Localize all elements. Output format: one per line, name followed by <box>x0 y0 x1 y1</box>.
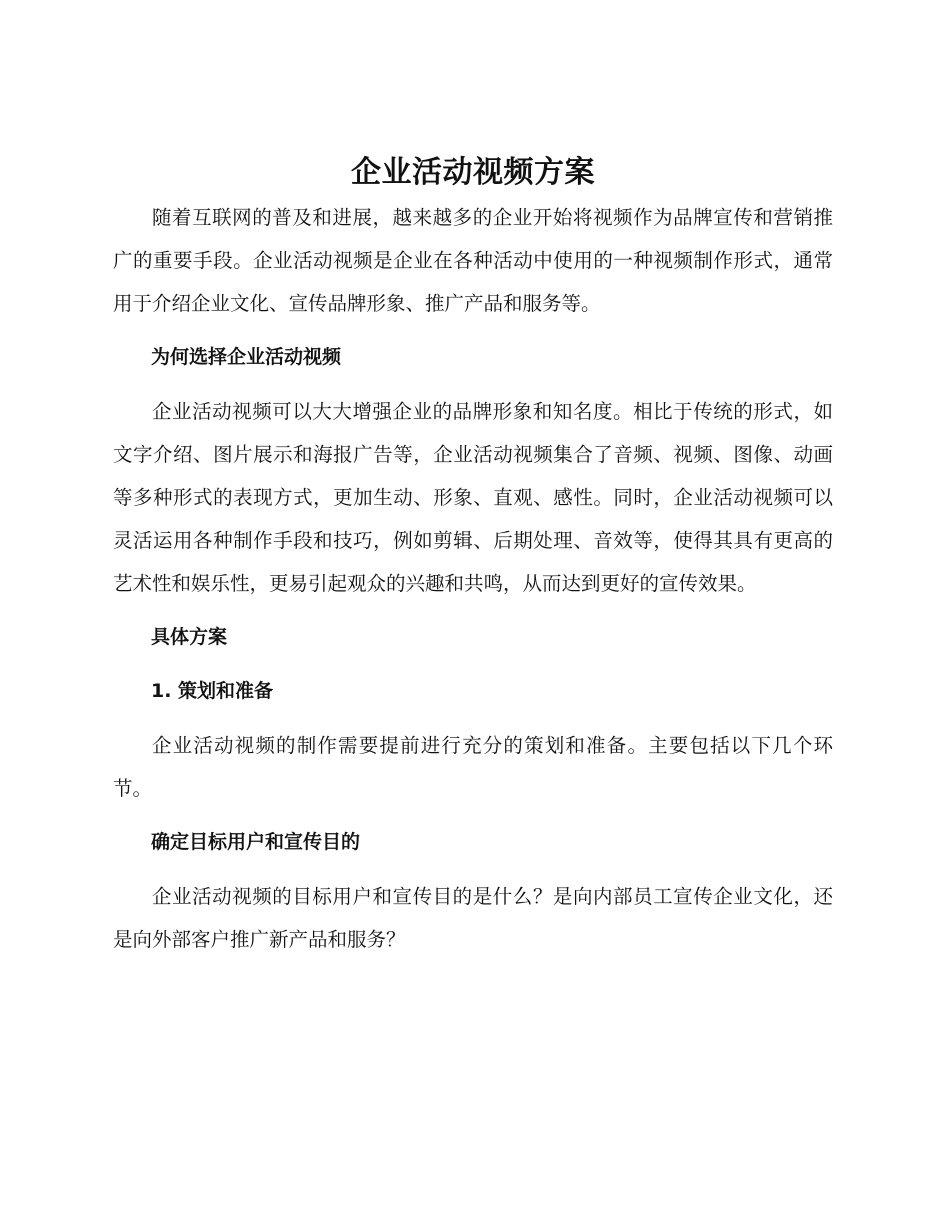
document-page <box>113 150 833 961</box>
target-paragraph: 企业活动视频的目标用户和宣传目的是什么？是向内部员工宣传企业文化，还是向外部客户推广新产品和服务？ <box>113 885 833 951</box>
spacer <box>113 810 833 821</box>
step1-heading: 1. 策划和准备 <box>151 680 274 702</box>
why-heading: 为何选择企业活动视频 <box>151 346 342 368</box>
spacer <box>113 659 833 670</box>
spacer <box>113 379 833 390</box>
spacer <box>113 713 833 724</box>
spacer <box>113 605 833 616</box>
spacer <box>113 864 833 875</box>
intro-paragraph: 随着互联网的普及和进展，越来越多的企业开始将视频作为品牌宣传和营销推广的重要手段。企业活动视频是企业在各种活动中使用的一种视频制作形式，通常用于介绍企业文化、宣传品牌形象、推广产品和服务等。 <box>113 206 833 315</box>
why-paragraph: 企业活动视频可以大大增强企业的品牌形象和知名度。相比于传统的形式，如文字介绍、图片展示和海报广告等，企业活动视频集合了音频、视频、图像、动画等多种形式的表现方式，更加生动、形象、直观、感性。同时，企业活动视频可以灵活运用各种制作手段和技巧，例如剪辑、后期处理、音效等，使得其具有更高的艺术性和娱乐性，更易引起观众的兴趣和共鸣，从而达到更好的宣传效果。 <box>113 400 833 595</box>
plan-heading: 具体方案 <box>151 626 228 648</box>
target-heading: 确定目标用户和宣传目的 <box>151 831 361 853</box>
document-title: 企业活动视频方案 <box>351 155 595 190</box>
step1-paragraph: 企业活动视频的制作需要提前进行充分的策划和准备。主要包括以下几个环节。 <box>113 734 833 800</box>
spacer <box>113 325 833 336</box>
